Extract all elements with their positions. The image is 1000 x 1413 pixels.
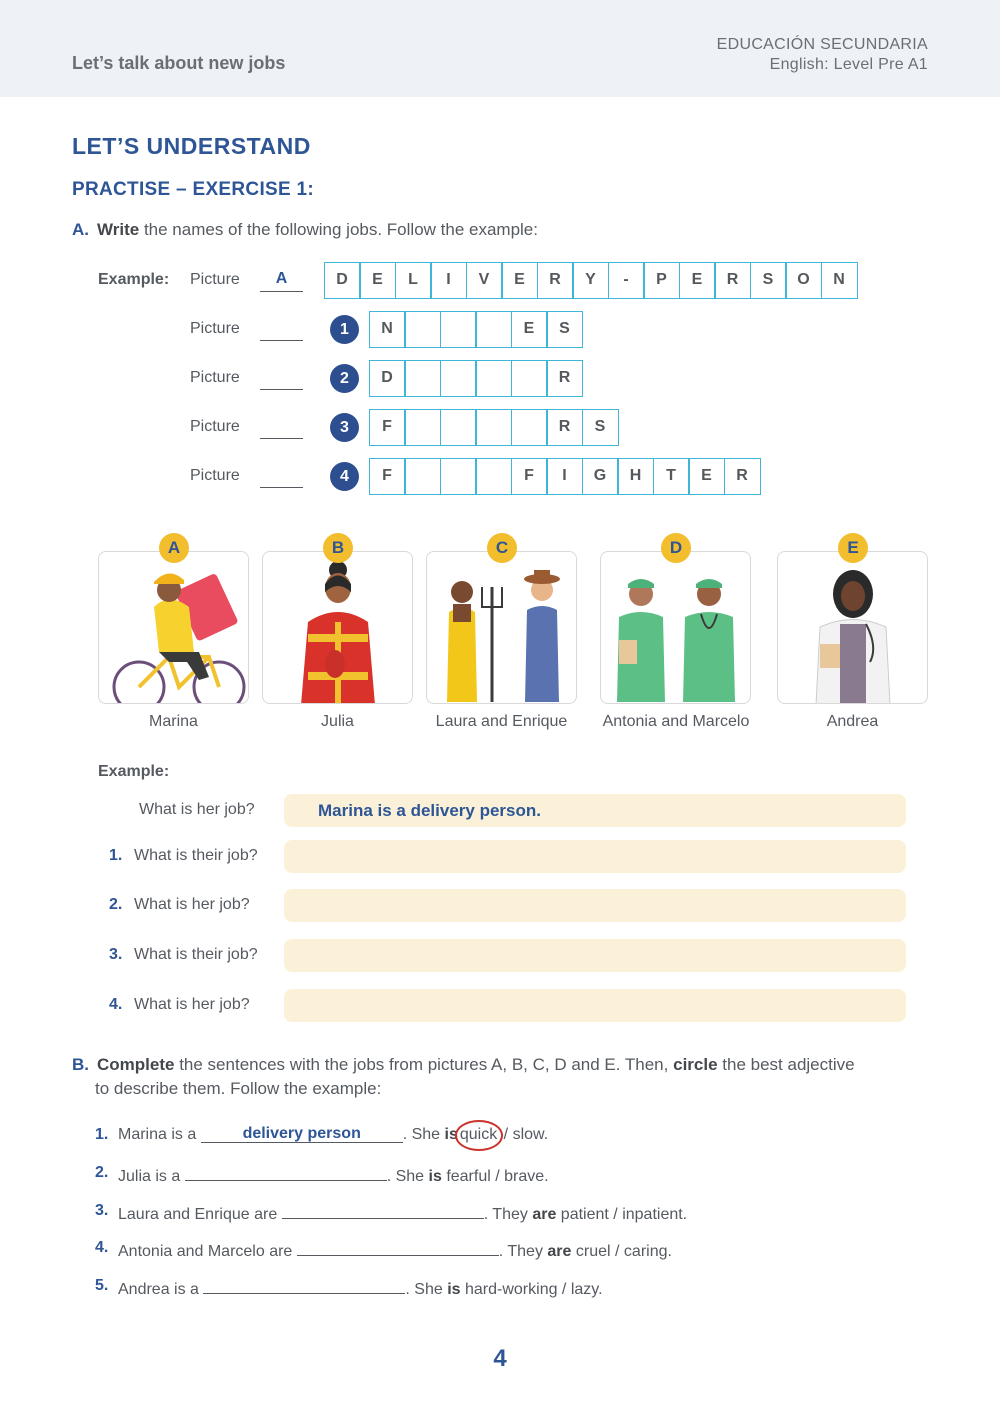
question-text: What is her job? xyxy=(134,996,250,1013)
picture-label: Picture xyxy=(190,369,240,386)
letter-cell: E xyxy=(501,262,538,299)
letter-cell: R xyxy=(546,409,583,446)
adjective-option[interactable]: cruel xyxy=(575,1243,611,1260)
letter-cell: D xyxy=(324,262,361,299)
letter-cell: E xyxy=(359,262,396,299)
word-row-4 xyxy=(0,458,1000,495)
question-1 xyxy=(0,840,1000,873)
job-answer: delivery person xyxy=(242,1125,361,1142)
sentence-subject: Antonia and Marcelo are xyxy=(118,1243,293,1260)
adjective-option[interactable]: caring. xyxy=(623,1243,672,1260)
picture-answer[interactable]: A xyxy=(260,270,303,292)
empty-letter-cell[interactable] xyxy=(475,311,512,348)
badge-e: E xyxy=(838,533,868,563)
badge-c: C xyxy=(487,533,517,563)
picture-card-b xyxy=(262,551,413,704)
job-blank[interactable] xyxy=(203,1277,405,1294)
question-2 xyxy=(0,889,1000,922)
sentence-number: 5. xyxy=(95,1277,109,1294)
picture-name-b: Julia xyxy=(321,713,354,730)
empty-letter-cell[interactable] xyxy=(511,360,548,397)
firefighter-illustration xyxy=(263,552,413,704)
letter-cell: R xyxy=(724,458,761,495)
question-3 xyxy=(0,939,1000,972)
sentence-subject: Andrea is a xyxy=(118,1281,199,1298)
letter-cell: R xyxy=(537,262,574,299)
letter-cell: R xyxy=(546,360,583,397)
letter-cell: F xyxy=(511,458,548,495)
sentence-2 xyxy=(0,1164,1000,1186)
part-a-text: the names of the following jobs. Follow the example: xyxy=(143,220,538,239)
sentence-text xyxy=(118,1126,548,1144)
letter-cell: E xyxy=(511,311,548,348)
word-row-3 xyxy=(0,409,1000,446)
part-a-verb: Write xyxy=(97,220,140,239)
adjective-option[interactable]: fearful xyxy=(446,1168,491,1185)
separator: / xyxy=(610,1243,624,1260)
sentence-text xyxy=(118,1202,687,1224)
word-row-1 xyxy=(0,311,1000,348)
adjective-option-circled[interactable]: quick xyxy=(459,1126,498,1143)
separator: / xyxy=(499,1126,513,1143)
letter-cell: R xyxy=(714,262,751,299)
sentence-pronoun: . She xyxy=(386,1168,425,1185)
letter-cell: I xyxy=(430,262,467,299)
answer-box[interactable] xyxy=(284,840,906,873)
sentence-pronoun: . They xyxy=(498,1243,543,1260)
picture-name-d: Antonia and Marcelo xyxy=(602,713,750,730)
picture-card-c xyxy=(426,551,577,704)
adjective-option[interactable]: patient xyxy=(560,1206,609,1223)
job-blank[interactable] xyxy=(201,1126,403,1143)
sentence-3 xyxy=(0,1202,1000,1224)
part-a-instruction xyxy=(72,220,538,240)
picture-card-e xyxy=(777,551,928,704)
page-number: 4 xyxy=(493,1345,507,1372)
letter-cell: D xyxy=(369,360,406,397)
picture-label: Picture xyxy=(190,320,240,337)
answer-box[interactable] xyxy=(284,794,906,827)
sentence-verb: is xyxy=(444,1126,458,1143)
part-b-verb: Complete xyxy=(97,1055,175,1074)
question-text: What is her job? xyxy=(139,801,255,818)
separator: / xyxy=(557,1281,571,1298)
picture-label: Picture xyxy=(190,467,240,484)
part-b-text2: the best adjective xyxy=(722,1055,855,1074)
sentence-verb: is xyxy=(447,1281,461,1298)
sentence-subject: Julia is a xyxy=(118,1168,181,1185)
example-label: Example: xyxy=(98,271,170,288)
letter-cell: O xyxy=(785,262,822,299)
sentence-text xyxy=(118,1164,549,1186)
letter-cell: E xyxy=(679,262,716,299)
empty-letter-cell[interactable] xyxy=(404,311,441,348)
number-badge: 3 xyxy=(330,413,359,442)
adjective-option[interactable]: brave. xyxy=(504,1168,549,1185)
sentence-subject: Marina is a xyxy=(118,1126,197,1143)
job-blank[interactable] xyxy=(282,1202,484,1219)
sentence-text xyxy=(118,1277,603,1299)
question-example xyxy=(0,794,1000,827)
adjective-option[interactable]: slow. xyxy=(512,1126,549,1143)
part-b-instruction-line2: to describe them. Follow the example: xyxy=(95,1079,382,1098)
empty-letter-cell[interactable] xyxy=(511,409,548,446)
sentence-1 xyxy=(0,1126,1000,1148)
job-blank[interactable] xyxy=(185,1164,387,1181)
empty-letter-cell[interactable] xyxy=(440,409,477,446)
question-number: 1. xyxy=(109,847,123,864)
answer-box[interactable] xyxy=(284,889,906,922)
nurses-illustration xyxy=(601,552,751,704)
letter-cell: - xyxy=(608,262,645,299)
badge-a: A xyxy=(159,533,189,563)
picture-answer-blank[interactable] xyxy=(260,417,303,439)
sentence-subject: Laura and Enrique are xyxy=(118,1206,278,1223)
word-cells xyxy=(370,458,761,495)
letter-cell: L xyxy=(395,262,432,299)
sentence-pronoun: . They xyxy=(483,1206,528,1223)
number-badge: 2 xyxy=(330,364,359,393)
separator: / xyxy=(608,1206,623,1223)
word-cells xyxy=(370,311,583,348)
letter-cell: S xyxy=(582,409,619,446)
picture-name-c: Laura and Enrique xyxy=(435,713,568,730)
empty-letter-cell[interactable] xyxy=(440,311,477,348)
sentence-verb: are xyxy=(532,1206,557,1223)
unit-title: Let’s talk about new jobs xyxy=(72,53,286,73)
word-cells xyxy=(370,360,583,397)
section-title: LET’S UNDERSTAND xyxy=(72,133,311,159)
adjective-option[interactable]: hard-working xyxy=(465,1281,558,1298)
empty-letter-cell[interactable] xyxy=(404,360,441,397)
header-right xyxy=(717,35,928,75)
picture-label: Picture xyxy=(190,418,240,435)
separator: / xyxy=(490,1168,505,1185)
exercise-title: PRACTISE – EXERCISE 1: xyxy=(72,179,315,200)
farmers-illustration xyxy=(427,552,577,704)
sentence-text xyxy=(118,1239,672,1261)
sentence-5 xyxy=(0,1277,1000,1299)
number-badge: 1 xyxy=(330,315,359,344)
picture-card-d xyxy=(600,551,751,704)
question-number: 4. xyxy=(109,996,123,1013)
part-b-letter: B. xyxy=(72,1055,89,1074)
delivery-person-illustration xyxy=(99,552,249,704)
sentence-number: 2. xyxy=(95,1164,109,1181)
questions-example-label: Example: xyxy=(98,763,170,780)
example-word-row xyxy=(0,262,1000,299)
answer-box[interactable] xyxy=(284,939,906,972)
picture-label: Picture xyxy=(190,271,240,288)
picture-card-a xyxy=(98,551,249,704)
letter-cell: F xyxy=(369,458,406,495)
sentence-pronoun: . She xyxy=(402,1126,441,1143)
letter-cell: P xyxy=(643,262,680,299)
example-word-cells xyxy=(325,262,858,299)
sentence-number: 1. xyxy=(95,1126,109,1143)
part-b-verb2: circle xyxy=(673,1055,718,1074)
letter-cell: I xyxy=(546,458,583,495)
answer-box[interactable] xyxy=(284,989,906,1022)
picture-answer-blank[interactable] xyxy=(260,319,303,341)
sentence-verb: are xyxy=(547,1243,572,1260)
sentence-number: 4. xyxy=(95,1239,109,1256)
empty-letter-cell[interactable] xyxy=(404,458,441,495)
job-blank[interactable] xyxy=(297,1239,499,1256)
empty-letter-cell[interactable] xyxy=(475,409,512,446)
adjective-option[interactable]: lazy. xyxy=(570,1281,603,1298)
question-text: What is her job? xyxy=(134,896,250,913)
letter-cell: V xyxy=(466,262,503,299)
badge-d: D xyxy=(661,533,691,563)
empty-letter-cell[interactable] xyxy=(440,360,477,397)
picture-name-e: Andrea xyxy=(826,713,879,730)
question-text: What is their job? xyxy=(134,847,258,864)
empty-letter-cell[interactable] xyxy=(404,409,441,446)
letter-cell: S xyxy=(546,311,583,348)
picture-answer-blank[interactable] xyxy=(260,368,303,390)
letter-cell: Y xyxy=(572,262,609,299)
page-header xyxy=(0,0,1000,97)
empty-letter-cell[interactable] xyxy=(475,458,512,495)
letter-cell: T xyxy=(653,458,690,495)
org-label: EDUCACIÓN SECUNDARIA xyxy=(716,36,928,53)
letter-cell: F xyxy=(369,409,406,446)
letter-cell: E xyxy=(688,458,725,495)
empty-letter-cell[interactable] xyxy=(475,360,512,397)
doctor-illustration xyxy=(778,552,928,704)
example-answer: Marina is a delivery person. xyxy=(318,801,541,820)
badge-b: B xyxy=(323,533,353,563)
picture-answer-blank[interactable] xyxy=(260,466,303,488)
question-number: 3. xyxy=(109,946,123,963)
word-row-2 xyxy=(0,360,1000,397)
letter-cell: N xyxy=(369,311,406,348)
question-number: 2. xyxy=(109,896,123,913)
letter-cell: N xyxy=(821,262,858,299)
empty-letter-cell[interactable] xyxy=(440,458,477,495)
part-b-instruction xyxy=(72,1055,855,1075)
number-badge: 4 xyxy=(330,462,359,491)
level-label: English: Level Pre A1 xyxy=(769,56,928,73)
adjective-option[interactable]: inpatient. xyxy=(622,1206,688,1223)
letter-cell: H xyxy=(617,458,654,495)
sentence-4 xyxy=(0,1239,1000,1261)
sentence-verb: is xyxy=(428,1168,442,1185)
word-cells xyxy=(370,409,619,446)
sentence-pronoun: . She xyxy=(405,1281,443,1298)
question-4 xyxy=(0,989,1000,1022)
picture-name-a: Marina xyxy=(149,713,198,730)
part-b-text1: the sentences with the jobs from pictures A, B, C, D and E. Then, xyxy=(179,1055,669,1074)
sentence-number: 3. xyxy=(95,1202,109,1219)
question-text: What is their job? xyxy=(134,946,258,963)
part-a-letter: A. xyxy=(72,220,89,239)
letter-cell: G xyxy=(582,458,619,495)
letter-cell: S xyxy=(750,262,787,299)
